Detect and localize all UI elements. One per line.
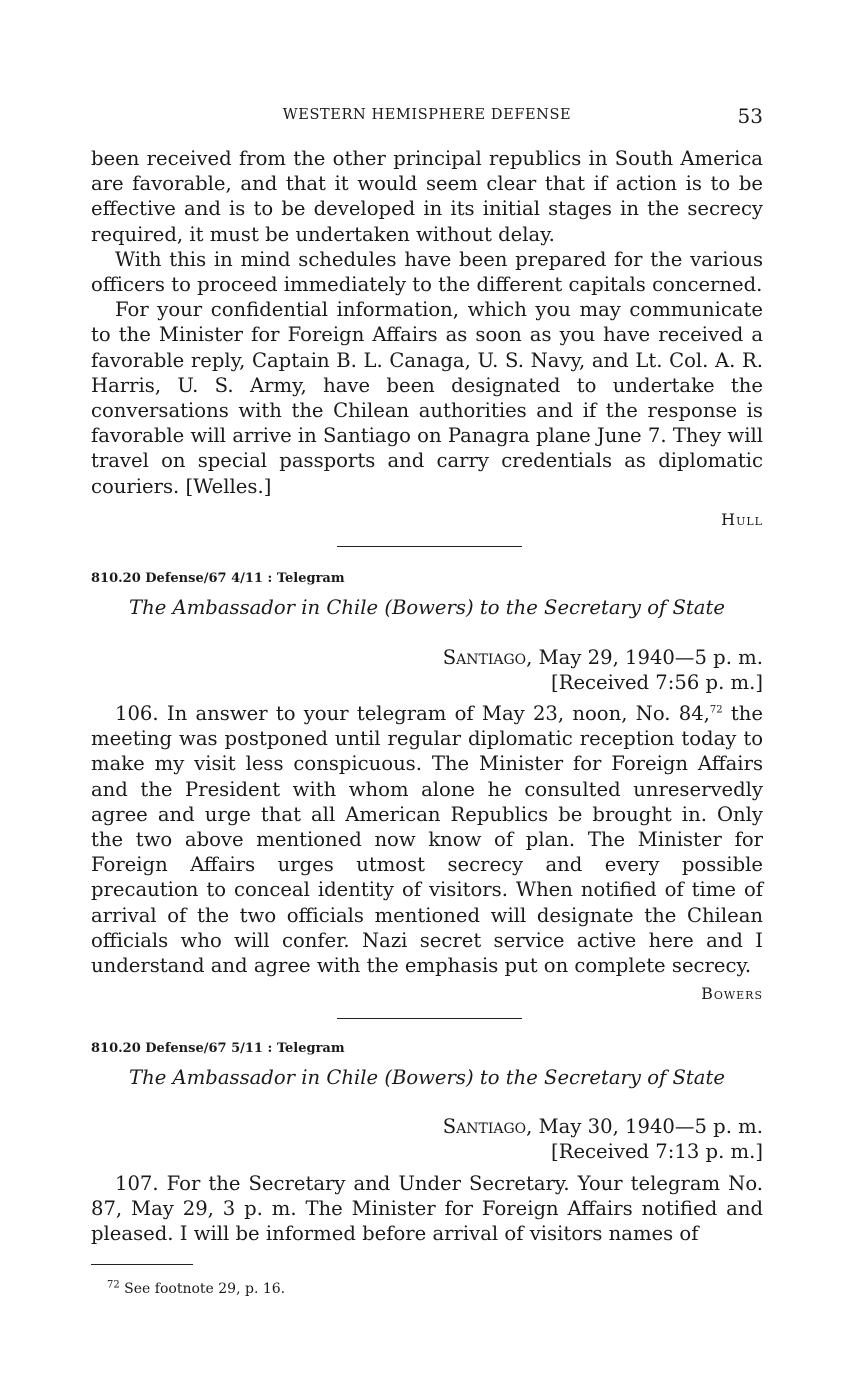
paragraph: With this in mind schedules have been prepared for the various officers to proceed immediately to the different capitals concerned. [91, 247, 763, 297]
footnote-rule [91, 1264, 193, 1265]
document-title: The Ambassador in Chile (Bowers) to the Secretary of State [129, 596, 725, 619]
body-rest: the meeting was postponed until regular diplomatic reception today to make my visit less conspicuous. The Minister for Foreign Affairs and the President with whom alone he consulted unreservedly agree and urge that all American Republics be brought in. Only the two above mentioned now know of plan. The Minister for Foreign Affairs urges utmost secrecy and every possible precaution to conceal identity of visitors. When notified of time of arrival of the two officials mentioned will designate the Chilean officials who will confer. Nazi secret service active here and I understand and agree with the emphasis put on complete secrecy. [91, 702, 763, 978]
paragraph: 107. For the Secretary and Under Secretary. Your telegram No. 87, May 29, 3 p. m. The Minister for Foreign Affairs notified and pleased. I will be informed before arrival of visitors names of [91, 1172, 763, 1246]
body-start: 106. In answer to your telegram of May 23, noon, No. 84, [115, 702, 710, 725]
footnote-reference: 72 [709, 704, 723, 716]
dateline-date: , May 29, 1940—5 p. m. [526, 646, 763, 669]
dateline-place: Santiago [442, 646, 527, 669]
received-line: [Received 7:13 p. m.] [551, 1140, 763, 1163]
paragraph [91, 701, 763, 978]
document-title: The Ambassador in Chile (Bowers) to the Secretary of State [129, 1066, 725, 1089]
running-head [91, 104, 763, 128]
received-line: [Received 7:56 p. m.] [551, 671, 763, 694]
dateline-date: , May 30, 1940—5 p. m. [526, 1115, 763, 1138]
file-reference: 810.20 Defense/67 5/11 : Telegram [91, 1041, 345, 1056]
paragraph: For your confidential information, which you may communicate to the Minister for Foreign Affairs as soon as you have received a favorable reply, Captain B. L. Canaga, U. S. Navy, and Lt. Col. A. R. Harris, U. S. Army, have been designated to undertake the conversations with the Chilean authorities and if the response is favorable will arrive in Santiago on Panagra plane June 7. They will travel on special passports and carry credentials as diplomatic couriers. [Welles.] [91, 298, 763, 498]
signature-hull: Hull [721, 510, 763, 529]
footnote-marker: 72 [107, 1279, 120, 1291]
document-2-body [91, 701, 763, 978]
section-divider [337, 1018, 522, 1019]
footnote-text: See footnote 29, p. 16. [119, 1281, 286, 1297]
section-divider [337, 546, 522, 547]
paragraph: been received from the other principal republics in South America are favorable, and that it would seem clear that if action is to be effective and is to be developed in its initial stages in the secrecy required, it must be undertaken without delay. [91, 147, 763, 246]
footnote [107, 1281, 779, 1297]
dateline-place: Santiago [442, 1115, 527, 1138]
signature-bowers: Bowers [701, 984, 763, 1003]
file-reference: 810.20 Defense/67 4/11 : Telegram [91, 571, 345, 586]
document-1-continuation [91, 146, 763, 499]
dateline [91, 645, 763, 670]
dateline [91, 1114, 763, 1139]
running-title: WESTERN HEMISPHERE DEFENSE [282, 107, 572, 123]
page-number: 53 [737, 104, 763, 128]
document-3-body [91, 1171, 763, 1247]
